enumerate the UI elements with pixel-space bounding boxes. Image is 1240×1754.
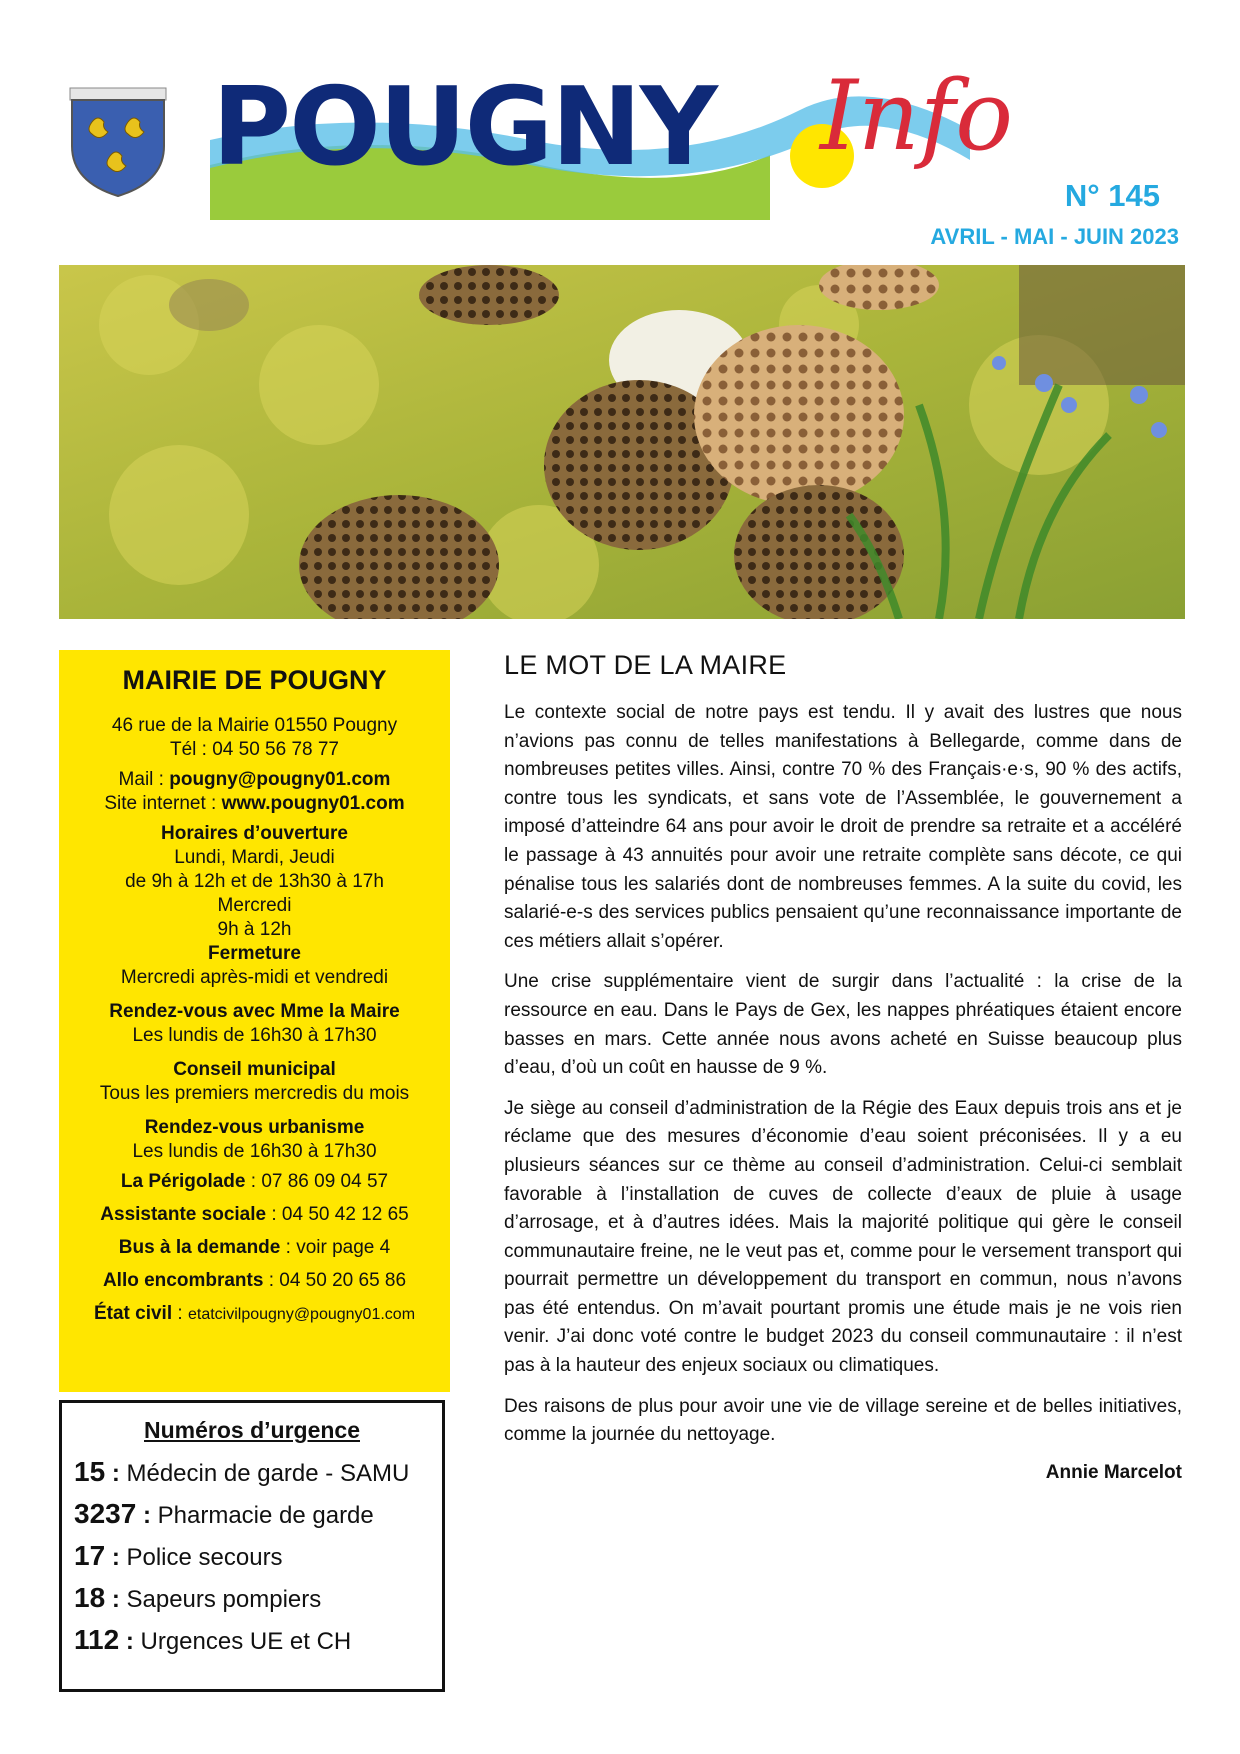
mairie-title: MAIRIE DE POUGNY	[122, 665, 387, 695]
site-link[interactable]: www.pougny01.com	[221, 793, 405, 814]
emergency-label: Pharmacie de garde	[157, 1502, 374, 1529]
logo-wordmark: POUGNY	[212, 65, 716, 190]
conseil-text: Tous les premiers mercredis du mois	[99, 1083, 410, 1104]
editorial-paragraph: Je siège au conseil d’administration de la Régie des Eaux depuis trois ans et je réclame que des mesures d’économie d’eau soient préconisées. Il y a eu plusieurs séances sur ce thème au conseil d’administration. Celui-ci semblait favorable à l’installation de cuves de collecte d’eaux de pluie à usage d’arrosage, et à d’autres idées. Mais la majorité politique qui gère le conseil communautaire freine, ne le veut pas et, comme pour le versement transport qui pourrait permettre un développement du transport en commun, nous n’avons pas été entendus. On m’avait pourtant promis une étude mais je ne vois rien venir. J’ai donc voté contre le budget 2023 du conseil communautaire : il n’est pas à la hauteur des enjeux sociaux ou climatiques.	[504, 1097, 1182, 1377]
emergency-label: Urgences UE et CH	[140, 1628, 352, 1655]
encombrants-phone: : 04 50 20 65 86	[263, 1270, 407, 1291]
rdv-maire-text: Les lundis de 16h30 à 17h30	[132, 1025, 377, 1046]
emergency-label: Médecin de garde - SAMU	[126, 1460, 410, 1487]
emergency-row	[74, 1619, 442, 1661]
emergency-sep: :	[105, 1544, 127, 1571]
hours-title: Horaires d’ouverture	[161, 823, 348, 844]
editorial-signature: Annie Marcelot	[1045, 1461, 1182, 1483]
etat-label: État civil	[93, 1303, 173, 1324]
rdv-maire-title: Rendez-vous avec Mme la Maire	[109, 1001, 400, 1022]
conseil-title: Conseil municipal	[173, 1059, 336, 1080]
hours-time2: 9h à 12h	[217, 919, 292, 940]
emergency-row	[74, 1577, 442, 1619]
closing-title: Fermeture	[208, 943, 301, 964]
mairie-phone: Tél : 04 50 56 78 77	[169, 739, 339, 760]
editorial-paragraph: Des raisons de plus pour avoir une vie de village sereine et de belles initiatives, comme la journée du nettoyage.	[504, 1395, 1182, 1446]
emergency-label: Police secours	[126, 1544, 283, 1571]
morel-mushrooms-photo	[59, 265, 1185, 619]
encombrants-line	[59, 1269, 450, 1293]
bus-value: : voir page 4	[280, 1237, 391, 1258]
assistante-line	[59, 1203, 450, 1227]
hours-days: Lundi, Mardi, Jeudi	[174, 847, 335, 868]
closing-text: Mercredi après-midi et vendredi	[120, 967, 389, 988]
emergency-sep: :	[105, 1460, 127, 1487]
emergency-sep: :	[136, 1502, 158, 1529]
bus-label: Bus à la demande	[118, 1237, 281, 1258]
editorial-paragraph: Une crise supplémentaire vient de surgir dans l’actualité : la crise de la ressource en eau. Dans le Pays de Gex, les nappes phréatiques étaient encore basses en mars. Cette année nous avons acheté en Suisse beaucoup plus d’eau, d’où un coût en hausse de 9 %.	[504, 971, 1182, 1079]
assistante-label: Assistante sociale	[100, 1204, 267, 1225]
emergency-sep: :	[119, 1628, 141, 1655]
mail-link[interactable]: pougny@pougny01.com	[169, 769, 391, 790]
mairie-mail-line	[59, 768, 450, 792]
emergency-sep: :	[105, 1586, 127, 1613]
emergency-numbers-box	[59, 1400, 445, 1692]
hours-day2: Mercredi	[217, 895, 292, 916]
perigolade-line	[59, 1170, 450, 1194]
emergency-number: 112	[74, 1624, 120, 1655]
mail-label: Mail :	[118, 769, 170, 790]
etat-sep: :	[172, 1303, 188, 1324]
issue-period: AVRIL - MAI - JUIN 2023	[930, 224, 1179, 249]
coat-of-arms-icon	[68, 86, 168, 198]
site-label: Site internet :	[104, 793, 222, 814]
assistante-phone: : 04 50 42 12 65	[266, 1204, 409, 1225]
editorial-article	[504, 650, 1182, 1484]
emergency-row	[74, 1535, 442, 1577]
emergency-title: Numéros d’urgence	[144, 1417, 360, 1443]
perigolade-phone: : 07 86 09 04 57	[245, 1171, 389, 1192]
editorial-paragraph: Le contexte social de notre pays est tendu. Il y avait des lustres que nous n’avions pas connu de telles manifestations à Bellegarde, comme dans de nombreuses petites villes. Ainsi, contre 70 % des Français·e·s, 90 % des actifs, contre tous les syndicats, et sans vote de l’Assemblée, le gouvernement a imposé d’atteindre 64 ans pour avoir le droit de prendre sa retraite et a accéléré le passage à 43 annuités pour avoir une retraite complète sans décote, ce qui pénalise tous les salariés dont de nombreuses femmes. A la suite du covid, les salarié-e-s des services publics pensaient qu’une reconnaissance importante de ces métiers allait s’opérer.	[504, 702, 1182, 952]
bus-line	[59, 1236, 450, 1260]
masthead	[0, 0, 1240, 265]
rdv-urba-title: Rendez-vous urbanisme	[144, 1117, 365, 1138]
editorial-title: LE MOT DE LA MAIRE	[504, 650, 787, 680]
hours-times: de 9h à 12h et de 13h30 à 17h	[125, 871, 384, 892]
emergency-label: Sapeurs pompiers	[126, 1586, 322, 1613]
logo-script: Info	[820, 60, 1014, 172]
emergency-number: 3237	[74, 1498, 137, 1529]
rdv-urba-text: Les lundis de 16h30 à 17h30	[132, 1141, 377, 1162]
mairie-site-line	[59, 792, 450, 816]
emergency-number: 18	[74, 1582, 106, 1613]
emergency-row	[74, 1493, 442, 1535]
etat-email-link[interactable]: etatcivilpougny@pougny01.com	[187, 1306, 416, 1323]
perigolade-label: La Périgolade	[120, 1171, 246, 1192]
encombrants-label: Allo encombrants	[102, 1270, 264, 1291]
mairie-info-box	[59, 650, 450, 1392]
etat-civil-line	[59, 1302, 450, 1327]
issue-number: N° 145	[1064, 178, 1160, 213]
emergency-number: 17	[74, 1540, 106, 1571]
mairie-address: 46 rue de la Mairie 01550 Pougny	[111, 715, 398, 736]
emergency-row	[74, 1451, 442, 1493]
emergency-number: 15	[74, 1456, 106, 1487]
